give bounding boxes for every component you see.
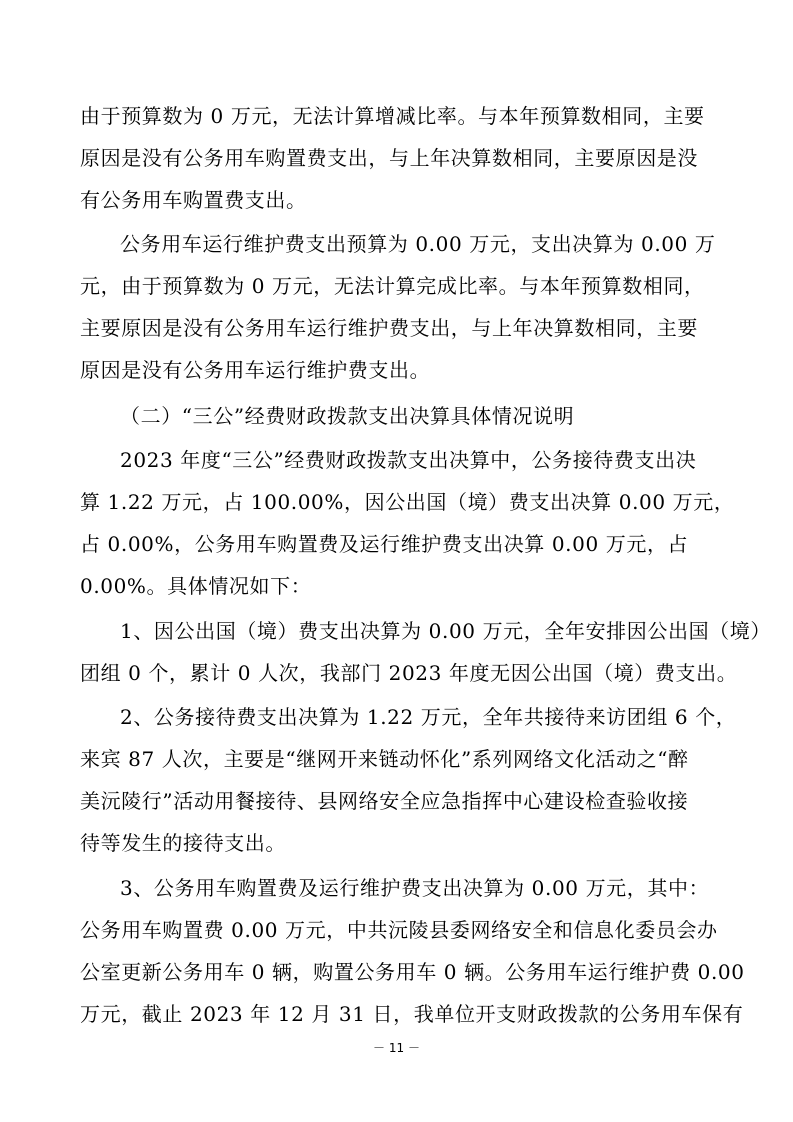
paragraph-line: 团组 0 个，累计 0 人次，我部门 2023 年度无因公出国（境）费支出。 [80, 661, 738, 685]
paragraph-line: 占 0.00%，公务用车购置费及运行维护费支出决算 0.00 万元，占 [80, 532, 689, 556]
page-number: － 11 － [373, 1041, 420, 1055]
paragraph-line: 算 1.22 万元，占 100.00%，因公出国（境）费支出决算 0.00 万元， [80, 490, 735, 514]
paragraph-line: 待等发生的接待支出。 [80, 831, 286, 855]
paragraph-line: 万元，截止 2023 年 12 月 31 日，我单位开支财政拨款的公务用车保有 [80, 1002, 744, 1026]
paragraph-line: 2023 年度“三公”经费财政拨款支出决算中，公务接待费支出决 [120, 448, 697, 472]
section-heading: （二）“三公”经费财政拨款支出决算具体情况说明 [120, 404, 575, 428]
paragraph-line: 由于预算数为 0 万元，无法计算增减比率。与本年预算数相同，主要 [80, 104, 705, 128]
paragraph-line: 元，由于预算数为 0 万元，无法计算完成比率。与本年预算数相同， [80, 274, 705, 298]
paragraph-line: 有公务用车购置费支出。 [80, 188, 307, 212]
paragraph-line: 来宾 87 人次，主要是“继网开来链动怀化”系列网络文化活动之“醉 [80, 747, 689, 771]
paragraph-line: 1、因公出国（境）费支出决算为 0.00 万元，全年安排因公出国（境） [120, 619, 771, 643]
paragraph-line: 2、公务接待费支出决算为 1.22 万元，全年共接待来访团组 6 个， [120, 705, 737, 729]
paragraph-line: 美沅陵行”活动用餐接待、县网络安全应急指挥中心建设检查验收接 [80, 789, 689, 813]
paragraph-line: 原因是没有公务用车运行维护费支出。 [80, 358, 431, 382]
paragraph-line: 公室更新公务用车 0 辆，购置公务用车 0 辆。公务用车运行维护费 0.00 [80, 960, 745, 984]
paragraph-line: 主要原因是没有公务用车运行维护费支出，与上年决算数相同，主要 [80, 316, 698, 340]
paragraph-line: 原因是没有公务用车购置费支出，与上年决算数相同，主要原因是没 [80, 146, 698, 170]
paragraph-line: 3、公务用车购置费及运行维护费支出决算为 0.00 万元，其中： [120, 876, 710, 900]
paragraph-line: 0.00%。具体情况如下： [80, 574, 312, 598]
paragraph-line: 公务用车购置费 0.00 万元，中共沅陵县委网络安全和信息化委员会办 [80, 918, 718, 942]
paragraph-line: 公务用车运行维护费支出预算为 0.00 万元，支出决算为 0.00 万 [120, 232, 716, 256]
